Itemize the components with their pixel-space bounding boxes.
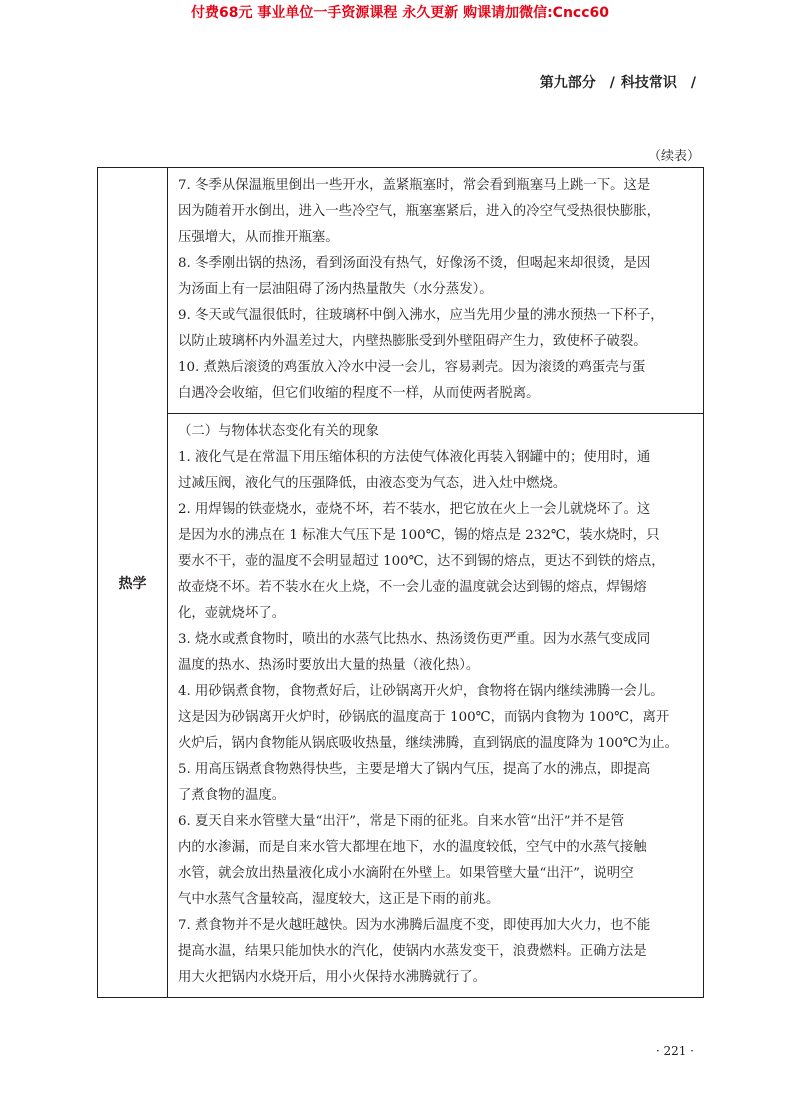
text-line: （二）与物体状态变化有关的现象 (178, 424, 379, 439)
text-line: 化，壶就烧坏了。 (178, 606, 286, 621)
text-line: 1. 液化气是在常温下用压缩体积的方法使气体液化再装入钢罐中的；使用时，通 (178, 450, 651, 465)
text-line: 3. 烧水或煮食物时，喷出的水蒸气比热水、热汤烫伤更严重。因为水蒸气变成同 (178, 632, 651, 647)
text-line: 4. 用砂锅煮食物，食物煮好后，让砂锅离开火炉，食物将在锅内继续沸腾一会儿。 (178, 684, 664, 699)
content-cell-2 (168, 414, 704, 998)
text-line: 8. 冬季刚出锅的热汤，看到汤面没有热气，好像汤不烫，但喝起来却很烫，是因 (178, 256, 651, 271)
table-row (98, 168, 704, 414)
text-line: 白遇冷会收缩，但它们收缩的程度不一样，从而使两者脱离。 (178, 386, 540, 401)
text-line: 是因为水的沸点在 1 标准大气压下是 100℃，锡的熔点是 232℃，装水烧时，只 (178, 528, 660, 543)
header-subject: 科技常识 (620, 75, 677, 91)
text-line: 10. 煮熟后滚烫的鸡蛋放入冷水中浸一会儿，容易剥壳。因为滚烫的鸡蛋壳与蛋 (178, 360, 646, 375)
header-part: 第九部分 (539, 75, 596, 91)
text-line: 压强增大，从而推开瓶塞。 (178, 230, 339, 245)
text-line: 火炉后，锅内食物能从锅底吸收热量，继续沸腾，直到锅底的温度降为 100℃为止。 (178, 736, 679, 751)
header-separator: / (609, 75, 615, 91)
text-line: 2. 用焊锡的铁壶烧水，壶烧不坏，若不装水，把它放在火上一会儿就烧坏了。这 (178, 502, 651, 517)
text-line: 故壶烧不坏。若不装水在火上烧，不一会儿壶的温度就会达到锡的熔点，焊锡熔 (178, 580, 647, 595)
promo-banner: 付费68元 事业单位一手资源课程 永久更新 购课请加微信:Cncc60 (190, 5, 610, 21)
table-row (98, 414, 704, 998)
text-line: 提高水温，结果只能加快水的汽化，使锅内水蒸发变干，浪费燃料。正确方法是 (178, 944, 647, 959)
content-block-1 (168, 168, 703, 413)
text-line: 为汤面上有一层油阻碍了汤内热量散失（水分蒸发）。 (178, 282, 493, 297)
category-cell: 热学 (98, 168, 168, 998)
content-cell-1 (168, 168, 704, 414)
text-line: 9. 冬天或气温很低时，往玻璃杯中倒入沸水，应当先用少量的沸水预热一下杯子， (178, 308, 664, 323)
text-line: 了煮食物的温度。 (178, 788, 286, 803)
knowledge-table (97, 167, 704, 998)
page-number: · 221 · (655, 1044, 694, 1058)
text-line: 以防止玻璃杯内外温差过大，内壁热膨胀受到外壁阻碍产生力，致使杯子破裂。 (178, 334, 647, 349)
text-line: 用大火把锅内水烧开后，用小火保持水沸腾就行了。 (178, 970, 486, 985)
text-line: 水管，就会放出热量液化成小水滴附在外壁上。如果管壁大量“出汗”，说明空 (178, 866, 634, 881)
text-line: 过减压阀，液化气的压强降低，由液态变为气态，进入灶中燃烧。 (178, 476, 567, 491)
header-separator-end: / (690, 75, 696, 91)
text-line: 5. 用高压锅煮食物熟得快些，主要是增大了锅内气压，提高了水的沸点，即提高 (178, 762, 651, 777)
text-line: 温度的热水、热汤时要放出大量的热量（液化热）。 (178, 658, 480, 673)
content-block-2 (168, 414, 703, 997)
text-line: 要水不干，壶的温度不会明显超过 100℃，达不到锡的熔点，更达不到铁的熔点， (178, 554, 665, 569)
text-line: 6. 夏天自来水管壁大量“出汗”，常是下雨的征兆。自来水管“出汗”并不是管 (178, 814, 625, 829)
text-line: 内的水渗漏，而是自来水管大都埋在地下，水的温度较低，空气中的水蒸气接触 (178, 840, 647, 855)
running-header (540, 74, 702, 92)
text-line: 7. 冬季从保温瓶里倒出一些开水，盖紧瓶塞时，常会看到瓶塞马上跳一下。这是 (178, 178, 651, 193)
text-line: 这是因为砂锅离开火炉时，砂锅底的温度高于 100℃，而锅内食物为 100℃，离开 (178, 710, 670, 725)
text-line: 7. 煮食物并不是火越旺越快。因为水沸腾后温度不变，即使再加大火力，也不能 (178, 918, 651, 933)
text-line: 气中水蒸气含量较高，湿度较大，这正是下雨的前兆。 (178, 892, 500, 907)
text-line: 因为随着开水倒出，进入一些冷空气，瓶塞塞紧后，进入的冷空气受热很快膨胀， (178, 204, 661, 219)
continued-note: （续表） (647, 149, 700, 164)
